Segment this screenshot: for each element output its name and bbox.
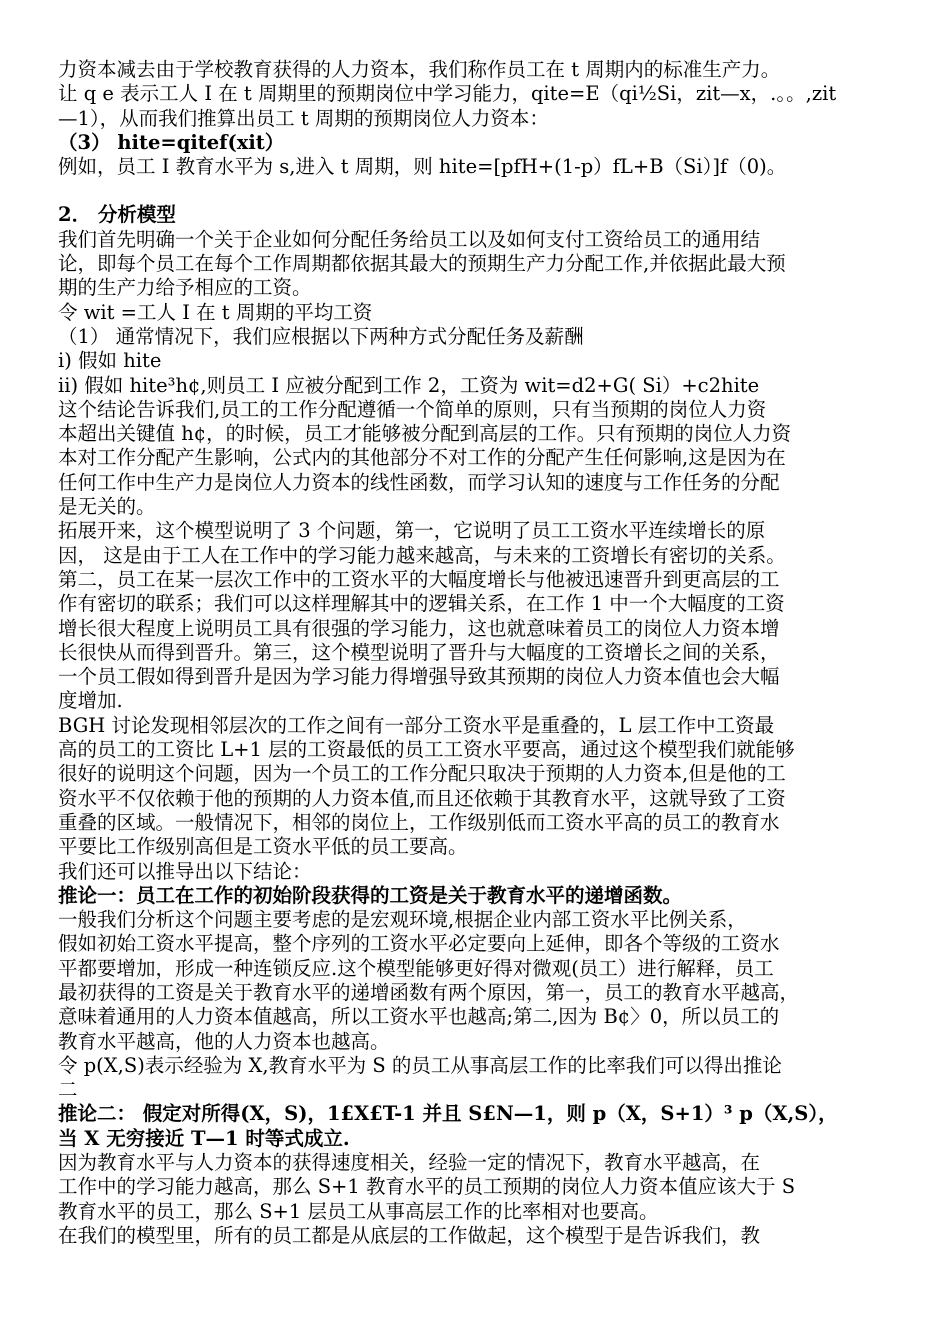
text-line: 期的生产力给予相应的工资。 — [58, 276, 312, 300]
text-line: 任何工作中生产力是岗位人力资本的线性函数，而学习认知的速度与工作任务的分配 — [58, 470, 780, 494]
text-line: 重叠的区域。一般情况下，相邻的岗位上，工作级别低而工资水平高的员工的教育水 — [58, 810, 780, 834]
text-line: 拓展开来，这个模型说明了 3 个问题，第一，它说明了员工工资水平连续增长的原 — [58, 519, 766, 543]
text-line: 力资本减去由于学校教育获得的人力资本，我们称作员工在 t 周期内的标准生产力。 — [58, 58, 781, 81]
text-line: 是无关的。 — [58, 495, 156, 519]
text-line: BGH 讨论发现相邻层次的工作之间有一部分工资水平是重叠的，L 层工作中工资最 — [58, 713, 775, 737]
heading-line: 推论一：员工在工作的初始阶段获得的工资是关于教育水平的递增函数。 — [58, 883, 683, 907]
text-line: 本超出关键值 h¢，的时候，员工才能够被分配到高层的工作。只有预期的岗位人力资 — [58, 422, 792, 446]
heading-line: 推论二： 假定对所得(X，S)，1£X£T-1 并且 S£N—1，则 p（X，S+1）³ p（X,S）， — [58, 1102, 838, 1126]
text-line: 因， 这是由于工人在工作中的学习能力越来越高，与未来的工资增长有密切的关系。 — [58, 543, 786, 567]
text-line: （1） 通常情况下，我们应根据以下两种方式分配任务及薪酬 — [58, 324, 584, 348]
document-body — [58, 58, 902, 1248]
text-line: 教育水平的员工，那么 S+1 层员工从事高层工作的比率相对也要高。 — [58, 1199, 659, 1223]
text-line: 本对工作分配产生影响，公式内的其他部分不对工作的分配产生任何影响,这是因为在 — [58, 446, 786, 470]
text-line: 第二，员工在某一层次工作中的工资水平的大幅度增长与他被迅速晋升到更高层的工 — [58, 567, 780, 591]
heading-line: （3） hite=qitef(xit） — [58, 130, 285, 154]
text-line: 一个员工假如得到晋升是因为学习能力得增强导致其预期的岗位人力资本值也会大幅 — [58, 665, 780, 689]
text-line: 这个结论告诉我们,员工的工作分配遵循一个简单的原则，只有当预期的岗位人力资 — [58, 397, 767, 421]
text-line: 工作中的学习能力越高，那么 S+1 教育水平的员工预期的岗位人力资本值应该大于 S — [58, 1175, 796, 1199]
text-line: 令 p(X,S)表示经验为 X,教育水平为 S 的员工从事高层工作的比率我们可以得出推论 — [58, 1053, 782, 1077]
blank-line — [58, 179, 902, 203]
text-line: 增长很大程度上说明员工具有很强的学习能力，这也就意味着员工的岗位人力资本增 — [58, 616, 780, 640]
text-line: 意味着通用的人力资本值越高，所以工资水平也越高;第二,因为 B¢〉0，所以员工的 — [58, 1005, 780, 1029]
text-line: 作有密切的联系；我们可以这样理解其中的逻辑关系，在工作 1 中一个大幅度的工资 — [58, 592, 785, 616]
text-line: 资水平不仅依赖于他的预期的人力资本值,而且还依赖于其教育水平，这就导致了工资 — [58, 786, 786, 810]
text-line: ii) 假如 hite³h¢,则员工 I 应被分配到工作 2，工资为 wit=d2+G( Si）+c2hite — [58, 373, 760, 397]
text-line: 让 q e 表示工人 I 在 t 周期里的预期岗位中学习能力，qite=E（qi½Si，zit—x，.。。,zit — [58, 82, 837, 106]
heading-line: 当 X 无穷接近 T—1 时等式成立. — [58, 1126, 350, 1150]
text-line: 高的员工的工资比 L+1 层的工资最低的员工工资水平要高，通过这个模型我们就能够 — [58, 738, 795, 762]
text-line: 令 wit =工人 I 在 t 周期的平均工资 — [58, 300, 373, 324]
text-line: 假如初始工资水平提高，整个序列的工资水平必定要向上延伸，即各个等级的工资水 — [58, 932, 780, 956]
text-line: —1），从而我们推算出员工 t 周期的预期岗位人力资本： — [58, 106, 549, 130]
text-line: 例如，员工 I 教育水平为 s,进入 t 周期，则 hite=[pfH+(1-p）fL+B（Si）]f（0)。 — [58, 155, 787, 179]
text-line: 我们还可以推导出以下结论： — [58, 859, 312, 883]
text-line: 在我们的模型里，所有的员工都是从底层的工作做起，这个模型于是告诉我们，教 — [58, 1223, 761, 1247]
text-line: 平都要增加，形成一种连锁反应.这个模型能够更好得对微观(员工）进行解释，员工 — [58, 956, 774, 980]
text-line: 教育水平越高，他的人力资本也越高。 — [58, 1029, 390, 1053]
text-line: i) 假如 hite — [58, 349, 162, 373]
text-line: 论，即每个员工在每个工作周期都依据其最大的预期生产力分配工作,并依据此最大预 — [58, 252, 786, 276]
text-line: 很好的说明这个问题，因为一个员工的工作分配只取决于预期的人力资本,但是他的工 — [58, 762, 786, 786]
text-line: 长很快从而得到晋升。第三，这个模型说明了晋升与大幅度的工资增长之间的关系， — [58, 640, 780, 664]
text-line: 二 — [58, 1078, 78, 1102]
heading-line: 2． 分析模型 — [58, 203, 176, 227]
text-line: 度增加. — [58, 689, 123, 713]
text-line: 一般我们分析这个问题主要考虑的是宏观环境,根据企业内部工资水平比例关系， — [58, 908, 747, 932]
text-line: 平要比工作级别高但是工资水平低的员工要高。 — [58, 835, 468, 859]
text-line: 因为教育水平与人力资本的获得速度相关，经验一定的情况下，教育水平越高，在 — [58, 1151, 761, 1175]
text-line: 最初获得的工资是关于教育水平的递增函数有两个原因，第一，员工的教育水平越高， — [58, 980, 800, 1004]
text-line: 我们首先明确一个关于企业如何分配任务给员工以及如何支付工资给员工的通用结 — [58, 227, 761, 251]
